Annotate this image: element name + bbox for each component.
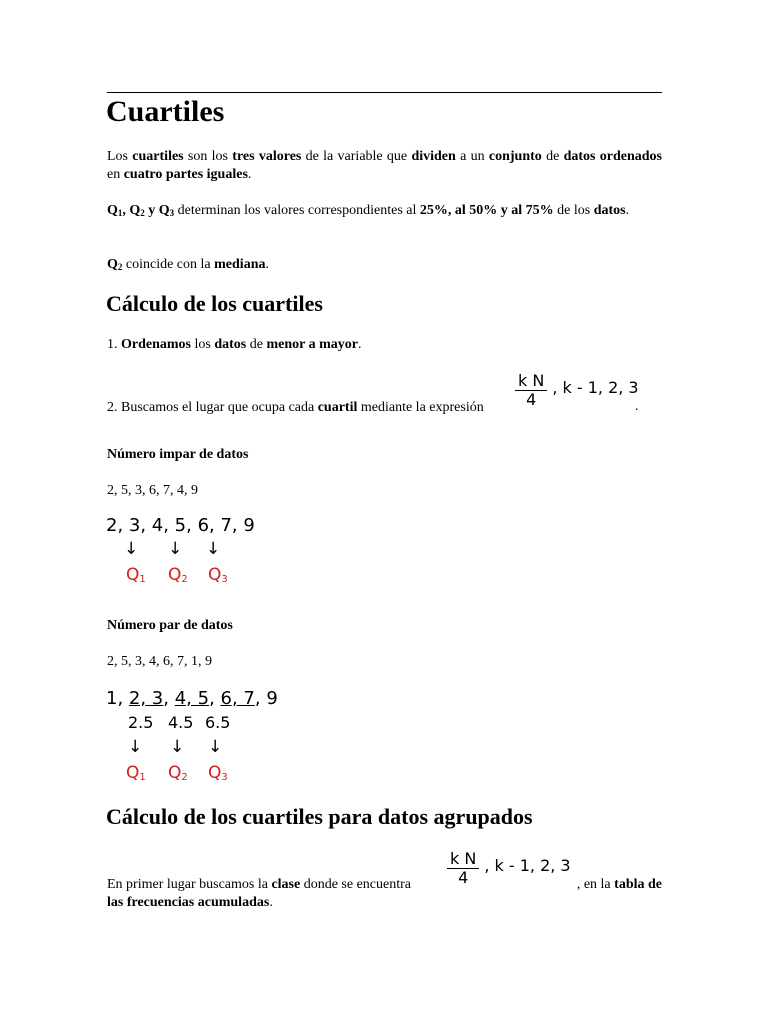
odd-sorted-sequence: 2, 3, 4, 5, 6, 7, 9 [106,515,255,536]
label-q1: $Q_1$ [126,565,146,585]
odd-heading: Número impar de datos [107,447,249,462]
label-q2: $Q_2$ [168,763,188,783]
grouped-paragraph-end: , en la tabla de [576,877,662,892]
label-q3: $Q_3$ [208,565,228,585]
label-q1: $Q_1$ [126,763,146,783]
page-title: Cuartiles [106,95,225,128]
step-2-period: . [635,399,639,414]
grouped-paragraph-line2: las frecuencias acumuladas. [107,895,273,910]
odd-data-list: 2, 5, 3, 6, 7, 4, 9 [107,483,198,498]
intro-paragraph-3: $Q_2$ coincide con la mediana. [107,257,269,272]
median-1: 2.5 [128,713,154,732]
even-sorted-sequence: 1, 2, 3, 4, 5, 6, 7, 9 [106,688,278,709]
arrow-q3: ↓ [206,539,221,559]
arrow-q3: ↓ [208,737,223,757]
arrow-q2: ↓ [168,539,183,559]
top-rule [107,92,662,93]
median-3: 6.5 [205,713,231,732]
intro-paragraph-1: Los cuartiles son los tres valores de la variable que dividen a un conjunto de datos ordenados en cuatro partes iguales. [107,149,662,182]
arrow-q1: ↓ [124,539,139,559]
median-2: 4.5 [168,713,194,732]
step-1: 1. Ordenamos los datos de menor a mayor. [107,337,362,352]
step-2: 2. Buscamos el lugar que ocupa cada cuartil mediante la expresión [107,400,484,415]
grouped-formula: $\frac{\text{k N}}{4}$ , k - 1, 2, 3 [447,850,571,887]
arrow-q1: ↓ [128,737,143,757]
quartile-formula: $\frac{\text{k N}}{4}$ , k - 1, 2, 3 [515,372,639,409]
even-heading: Número par de datos [107,618,233,633]
section-title-agrupados: Cálculo de los cuartiles para datos agrupados [106,804,533,829]
intro-paragraph-2: $Q_1$, $Q_2$ y $Q_3$ determinan los valores correspondientes al 25%, al 50% y al 75% de los datos. [107,203,630,218]
label-q3: $Q_3$ [208,763,228,783]
arrow-q2: ↓ [170,737,185,757]
section-title-calculo: Cálculo de los cuartiles [106,291,323,316]
even-data-list: 2, 5, 3, 4, 6, 7, 1, 9 [107,654,212,669]
grouped-paragraph-start: En primer lugar buscamos la clase donde se encuentra [107,877,412,892]
label-q2: $Q_2$ [168,565,188,585]
